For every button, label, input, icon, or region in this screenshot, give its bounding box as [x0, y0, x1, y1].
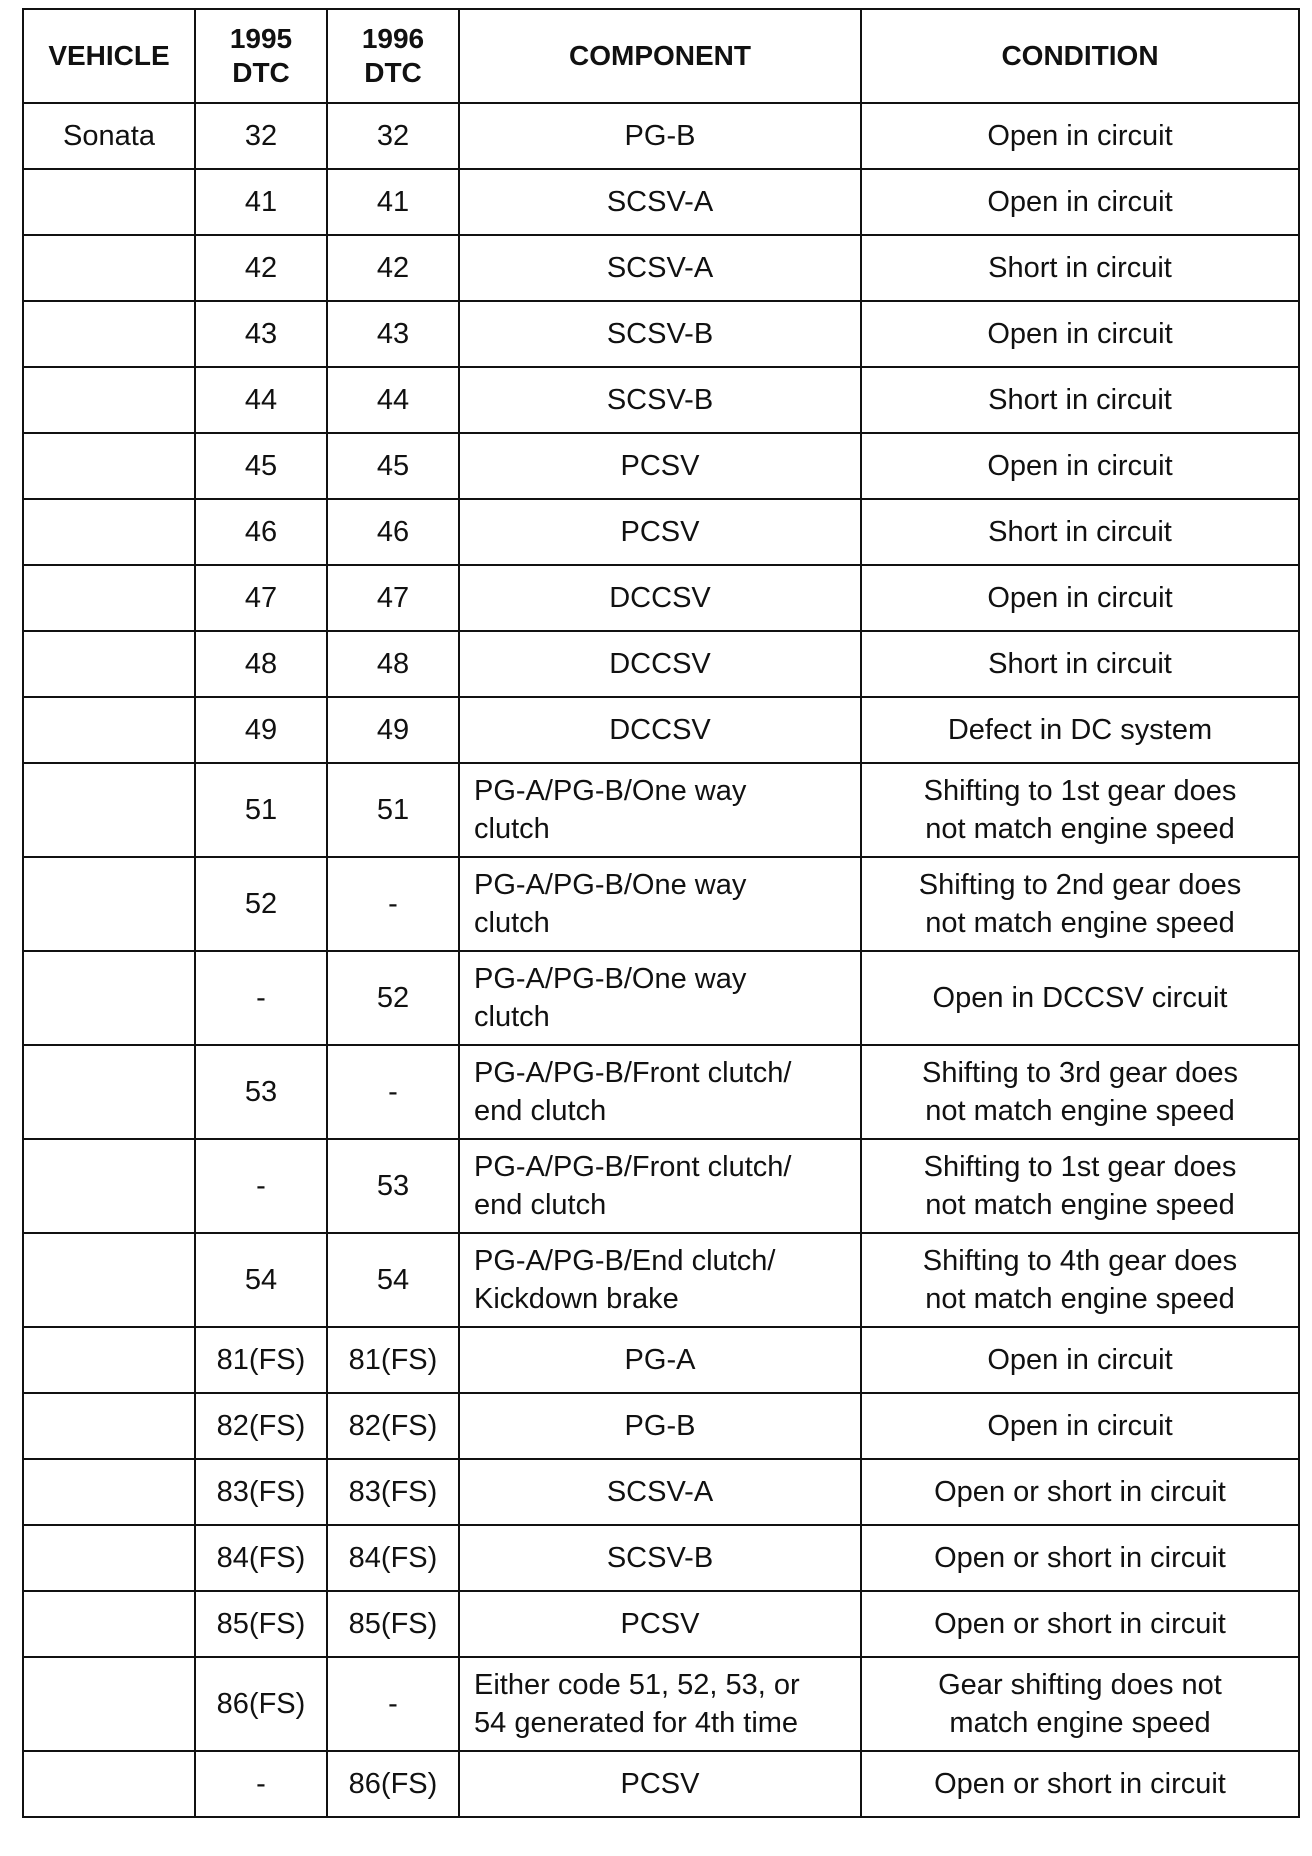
cell-vehicle: [23, 1045, 195, 1139]
cell-vehicle: [23, 1591, 195, 1657]
cell-condition: Shifting to 4th gear does not match engine speed: [861, 1233, 1299, 1327]
cell-dtc1996: 51: [327, 763, 459, 857]
cell-vehicle: [23, 1233, 195, 1327]
header-component: COMPONENT: [459, 9, 861, 103]
table-body: [23, 103, 1299, 1817]
cell-dtc1996: 43: [327, 301, 459, 367]
cell-dtc1995: -: [195, 951, 327, 1045]
cell-dtc1995: 53: [195, 1045, 327, 1139]
cell-dtc1996: 82(FS): [327, 1393, 459, 1459]
cell-dtc1996: 44: [327, 367, 459, 433]
cell-vehicle: [23, 857, 195, 951]
cell-dtc1996: 53: [327, 1139, 459, 1233]
cell-component: SCSV-B: [459, 1525, 861, 1591]
cell-dtc1995: -: [195, 1139, 327, 1233]
cell-vehicle: [23, 951, 195, 1045]
cell-vehicle: [23, 1657, 195, 1751]
cell-dtc1995: 54: [195, 1233, 327, 1327]
cell-condition: Open in circuit: [861, 301, 1299, 367]
header-vehicle: VEHICLE: [23, 9, 195, 103]
cell-vehicle: Sonata: [23, 103, 195, 169]
cell-component: PCSV: [459, 1751, 861, 1817]
cell-component: PG-A/PG-B/One way clutch: [459, 857, 861, 951]
cell-dtc1995: 83(FS): [195, 1459, 327, 1525]
cell-condition: Short in circuit: [861, 235, 1299, 301]
table-row: [23, 1459, 1299, 1525]
cell-dtc1995: 85(FS): [195, 1591, 327, 1657]
cell-dtc1995: 49: [195, 697, 327, 763]
cell-component: SCSV-A: [459, 1459, 861, 1525]
cell-condition: Open or short in circuit: [861, 1591, 1299, 1657]
cell-dtc1996: 42: [327, 235, 459, 301]
table-row: [23, 1327, 1299, 1393]
table-row: [23, 103, 1299, 169]
cell-condition: Shifting to 1st gear does not match engine speed: [861, 1139, 1299, 1233]
cell-dtc1996: 46: [327, 499, 459, 565]
table-row: [23, 1393, 1299, 1459]
cell-condition: Open or short in circuit: [861, 1751, 1299, 1817]
cell-vehicle: [23, 1139, 195, 1233]
cell-component: PG-A/PG-B/Front clutch/ end clutch: [459, 1045, 861, 1139]
table-row: [23, 367, 1299, 433]
cell-dtc1995: 42: [195, 235, 327, 301]
table-row: [23, 235, 1299, 301]
cell-dtc1996: 52: [327, 951, 459, 1045]
cell-vehicle: [23, 1393, 195, 1459]
cell-vehicle: [23, 235, 195, 301]
cell-dtc1996: 86(FS): [327, 1751, 459, 1817]
cell-condition: Gear shifting does not match engine speed: [861, 1657, 1299, 1751]
cell-dtc1996: 81(FS): [327, 1327, 459, 1393]
cell-condition: Open in circuit: [861, 103, 1299, 169]
cell-condition: Short in circuit: [861, 367, 1299, 433]
cell-dtc1995: 46: [195, 499, 327, 565]
table-row: [23, 697, 1299, 763]
table-row: [23, 499, 1299, 565]
cell-condition: Open in circuit: [861, 565, 1299, 631]
cell-dtc1995: 43: [195, 301, 327, 367]
cell-dtc1995: 44: [195, 367, 327, 433]
cell-dtc1995: 52: [195, 857, 327, 951]
cell-dtc1996: 85(FS): [327, 1591, 459, 1657]
cell-dtc1995: 51: [195, 763, 327, 857]
cell-component: DCCSV: [459, 697, 861, 763]
cell-condition: Open or short in circuit: [861, 1459, 1299, 1525]
cell-vehicle: [23, 763, 195, 857]
cell-component: PG-A/PG-B/One way clutch: [459, 763, 861, 857]
cell-condition: Shifting to 1st gear does not match engine speed: [861, 763, 1299, 857]
cell-component: SCSV-A: [459, 235, 861, 301]
cell-vehicle: [23, 301, 195, 367]
cell-component: DCCSV: [459, 631, 861, 697]
cell-dtc1996: -: [327, 1657, 459, 1751]
cell-component: DCCSV: [459, 565, 861, 631]
table-row: [23, 1045, 1299, 1139]
cell-vehicle: [23, 697, 195, 763]
table-row: [23, 857, 1299, 951]
cell-vehicle: [23, 1525, 195, 1591]
cell-component: PG-B: [459, 1393, 861, 1459]
cell-component: PG-A: [459, 1327, 861, 1393]
cell-dtc1996: 47: [327, 565, 459, 631]
cell-dtc1996: 83(FS): [327, 1459, 459, 1525]
cell-dtc1996: -: [327, 1045, 459, 1139]
cell-condition: Short in circuit: [861, 631, 1299, 697]
cell-condition: Open in circuit: [861, 169, 1299, 235]
cell-component: Either code 51, 52, 53, or 54 generated for 4th time: [459, 1657, 861, 1751]
cell-dtc1995: -: [195, 1751, 327, 1817]
table-row: [23, 1591, 1299, 1657]
cell-vehicle: [23, 1327, 195, 1393]
cell-component: SCSV-B: [459, 367, 861, 433]
cell-vehicle: [23, 631, 195, 697]
cell-dtc1995: 47: [195, 565, 327, 631]
cell-vehicle: [23, 1459, 195, 1525]
cell-dtc1996: -: [327, 857, 459, 951]
cell-dtc1995: 82(FS): [195, 1393, 327, 1459]
cell-dtc1995: 84(FS): [195, 1525, 327, 1591]
table-row: [23, 1233, 1299, 1327]
cell-condition: Open or short in circuit: [861, 1525, 1299, 1591]
cell-dtc1995: 86(FS): [195, 1657, 327, 1751]
cell-dtc1996: 32: [327, 103, 459, 169]
header-condition: CONDITION: [861, 9, 1299, 103]
header-1996-dtc: 1996 DTC: [327, 9, 459, 103]
cell-condition: Shifting to 2nd gear does not match engine speed: [861, 857, 1299, 951]
table-row: [23, 1751, 1299, 1817]
cell-dtc1995: 81(FS): [195, 1327, 327, 1393]
cell-condition: Open in DCCSV circuit: [861, 951, 1299, 1045]
cell-condition: Open in circuit: [861, 1327, 1299, 1393]
dtc-table: [22, 8, 1300, 1818]
cell-condition: Defect in DC system: [861, 697, 1299, 763]
cell-dtc1996: 41: [327, 169, 459, 235]
cell-component: SCSV-A: [459, 169, 861, 235]
cell-component: PG-B: [459, 103, 861, 169]
cell-dtc1996: 84(FS): [327, 1525, 459, 1591]
cell-dtc1996: 49: [327, 697, 459, 763]
cell-dtc1996: 48: [327, 631, 459, 697]
cell-component: PG-A/PG-B/Front clutch/ end clutch: [459, 1139, 861, 1233]
cell-vehicle: [23, 433, 195, 499]
cell-condition: Open in circuit: [861, 1393, 1299, 1459]
cell-condition: Shifting to 3rd gear does not match engine speed: [861, 1045, 1299, 1139]
table-row: [23, 763, 1299, 857]
cell-dtc1996: 45: [327, 433, 459, 499]
table-row: [23, 301, 1299, 367]
cell-component: PCSV: [459, 433, 861, 499]
table-row: [23, 951, 1299, 1045]
cell-component: SCSV-B: [459, 301, 861, 367]
cell-condition: Short in circuit: [861, 499, 1299, 565]
cell-vehicle: [23, 565, 195, 631]
cell-dtc1995: 45: [195, 433, 327, 499]
cell-dtc1996: 54: [327, 1233, 459, 1327]
cell-vehicle: [23, 367, 195, 433]
cell-component: PG-A/PG-B/One way clutch: [459, 951, 861, 1045]
cell-component: PCSV: [459, 499, 861, 565]
table-row: [23, 1139, 1299, 1233]
header-1995-dtc: 1995 DTC: [195, 9, 327, 103]
header-row: [23, 9, 1299, 103]
cell-dtc1995: 48: [195, 631, 327, 697]
cell-condition: Open in circuit: [861, 433, 1299, 499]
table-row: [23, 169, 1299, 235]
cell-vehicle: [23, 169, 195, 235]
table-row: [23, 631, 1299, 697]
cell-dtc1995: 32: [195, 103, 327, 169]
cell-vehicle: [23, 1751, 195, 1817]
cell-component: PCSV: [459, 1591, 861, 1657]
table-row: [23, 565, 1299, 631]
table-row: [23, 1525, 1299, 1591]
table-row: [23, 433, 1299, 499]
table-row: [23, 1657, 1299, 1751]
cell-vehicle: [23, 499, 195, 565]
cell-dtc1995: 41: [195, 169, 327, 235]
cell-component: PG-A/PG-B/End clutch/ Kickdown brake: [459, 1233, 861, 1327]
